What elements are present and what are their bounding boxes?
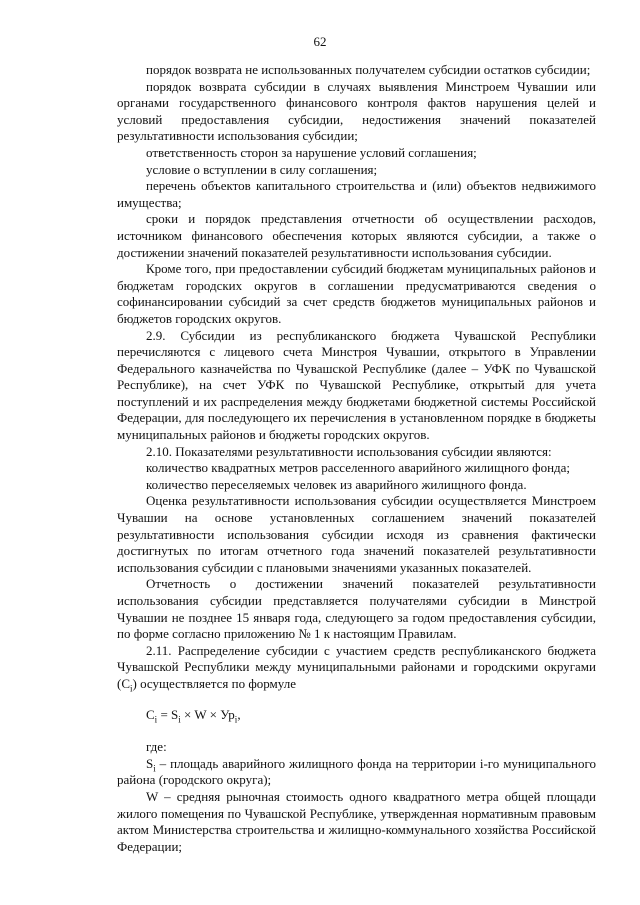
paragraph-2-11-text-end: ) осуществляется по формуле — [132, 675, 296, 691]
document-body — [117, 62, 596, 855]
paragraph-2-9: 2.9. Субсидии из республиканского бюджета Чувашской Республики перечисляются с лицевого счета Минстроя Чувашии, открытого в Управлении Федерального казначейства по Чувашской Республике (далее – УФК по Чувашской Республике), на счет УФК по Чувашской Республике, открытый для учета поступлений и их распределения между бюджетами бюджетной системы Российской Федерации, для последующего их перечисления в установленном порядке в бюджеты муниципальных районов и бюджеты городских округов. — [117, 327, 596, 443]
paragraph: условие о вступлении в силу соглашения; — [146, 161, 378, 177]
definition-text: – площадь аварийного жилищного фонда на территории i-го муниципального района (городского округа); — [117, 755, 596, 788]
definition-w — [117, 789, 596, 855]
paragraph: Кроме того, при предоставлении субсидий бюджетам муниципальных районов и бюджетам городских округов в соглашении предусматриваются сведения о софинансировании субсидий за счет средств бюджетов муниципальных районов и бюджетов городских округов. — [117, 261, 596, 326]
subscript: i — [130, 683, 133, 694]
paragraph: Отчетность о достижении значений показателей результативности использования субсидии представляется получателями субсидии в Минстрой Чувашии не позднее 15 января года, следующего за годом предоставления субсидии, по форме согласно приложению № 1 к настоящим Правилам. — [117, 576, 596, 642]
paragraph: порядок возврата не использованных получателем субсидии остатков субсидии; — [146, 62, 591, 77]
paragraph: перечень объектов капитального строительства и (или) объектов недвижимого имущества; — [117, 178, 596, 210]
subscript: i — [154, 714, 158, 725]
paragraph: количество переселяемых человек из аварийного жилищного фонда. — [146, 476, 527, 492]
subscript: i — [234, 714, 238, 725]
formula-s: = S — [157, 706, 179, 722]
subscript: i — [153, 763, 156, 774]
formula-c: С — [146, 706, 155, 722]
definition-symbol: W — [146, 788, 159, 804]
paragraph: сроки и порядок представления отчетности об осуществлении расходов, источником финансового обеспечения которых являются субсидии, а также о достижении значений показателей результативности использования субсидии. — [117, 211, 596, 260]
paragraph: порядок возврата субсидии в случаях выявления Минстроем Чувашии или органами государственного финансового контроля фактов нарушения целей и условий предоставления субсидии, недостижения значений показателей результативности использования субсидии; — [117, 78, 596, 144]
paragraph: количество квадратных метров расселенного аварийного жилищного фонда; — [146, 460, 571, 476]
paragraph-2-11 — [117, 643, 596, 693]
page-number: 62 — [313, 34, 327, 49]
formula-end: , — [237, 706, 241, 722]
paragraph-2-11-text: 2.11. Распределение субсидии с участием средств республиканского бюджета Чувашской Республики между муниципальными районами и городскими округами (С — [117, 642, 596, 691]
subscript: i — [178, 714, 181, 725]
formula — [117, 707, 596, 724]
where-label: где: — [146, 739, 167, 755]
formula-rest: × W × Ур — [180, 706, 235, 722]
paragraph-2-10: 2.10. Показателями результативности использования субсидии являются: — [146, 443, 552, 459]
definition-text: – средняя рыночная стоимость одного квадратного метра общей площади жилого помещения по Чувашской Республике, утвержденная нормативным правовым актом Министерства строительства и жилищно-коммунального хозяйства Российской Федерации; — [117, 788, 596, 854]
paragraph: Оценка результативности использования субсидии осуществляется Минстроем Чувашии на основе установленных соглашением значений показателей результативности использования субсидии исходя из сравнения фактически достигнутых по итогам отчетного года значений показателей результативности использования субсидии с плановыми значениями указанных показателей. — [117, 493, 596, 575]
definition-symbol: S — [146, 755, 154, 771]
paragraph: ответственность сторон за нарушение условий соглашения; — [146, 144, 477, 160]
definition-s — [117, 756, 596, 789]
